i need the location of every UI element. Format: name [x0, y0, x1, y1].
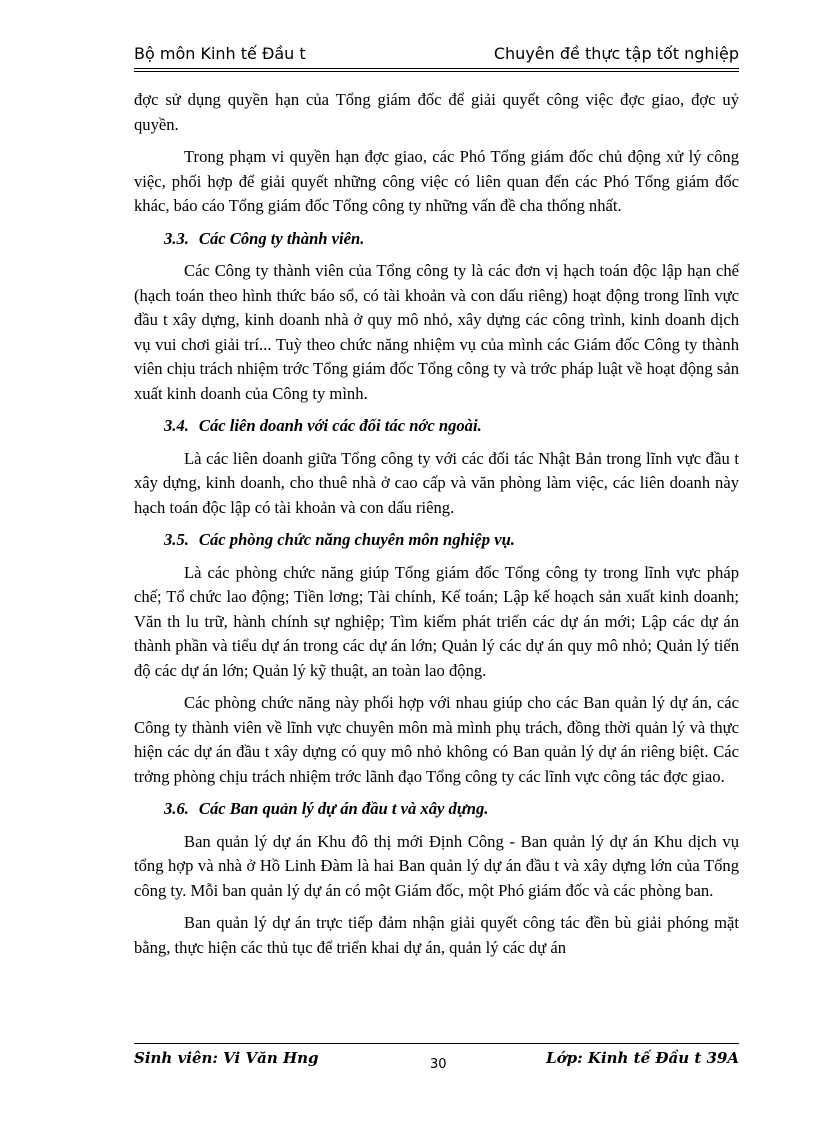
- section-heading-3-4: [164, 414, 739, 439]
- paragraph: Các phòng chức năng này phối hợp với nhau giúp cho các Ban quản lý dự án, các Công ty thành viên về lĩnh vực chuyên môn mà mình phụ trách, đồng thời quản lý và thực hiện các dự án đầu t xây dựng có quy mô nhỏ không có Ban quản lý dự án riêng biệt. Các trởng phòng chịu trách nhiệm trớc lãnh đạo Tổng công ty các lĩnh vực công tác đợc giao.: [134, 693, 739, 786]
- paragraph: Ban quản lý dự án Khu đô thị mới Định Công - Ban quản lý dự án Khu dịch vụ tổng hợp và nhà ở Hồ Linh Đàm là hai Ban quản lý dự án đầu t và xây dựng lớn của Tổng công ty. Mỗi ban quản lý dự án có một Giám đốc, một Phó giám đốc và các phòng ban.: [134, 831, 739, 900]
- footer-divider: [134, 1043, 739, 1044]
- header-divider: [134, 68, 739, 72]
- section-title: Các liên doanh với các đối tác nớc ngoài.: [198, 416, 482, 435]
- paragraph: đợc sử dụng quyền hạn của Tổng giám đốc để giải quyết công việc đợc giao, đợc uỷ quyền.: [134, 90, 739, 134]
- page-number: 30: [430, 1057, 447, 1072]
- paragraph: Ban quản lý dự án trực tiếp đảm nhận giải quyết công tác đền bù giải phóng mặt bằng, thực hiện các thủ tục để triển khai dự án, quản lý các dự án: [134, 913, 739, 957]
- section-title: Các Công ty thành viên.: [198, 228, 365, 248]
- section-number: 3.6.: [164, 799, 189, 818]
- header-title: Chuyên đề thực tập tốt nghiệp: [493, 44, 739, 63]
- header-department: Bộ môn Kinh tế Đầu t: [134, 44, 306, 63]
- paragraph: Trong phạm vi quyền hạn đợc giao, các Phó Tổng giám đốc chủ động xử lý công việc, phối hợp để giải quyết những công việc có liên quan đến các Phó Tổng giám đốc khác, báo cáo Tổng giám đốc Tổng công ty những vấn đề cha thống nhất.: [134, 147, 739, 215]
- section-number: 3.5.: [164, 530, 189, 549]
- section-heading-3-6: [164, 797, 739, 822]
- section-heading-3-5: [164, 528, 739, 553]
- footer-student: Sinh viên: Vi Văn Hng: [134, 1049, 319, 1067]
- section-number: 3.4.: [164, 416, 189, 435]
- paragraph: Là các liên doanh giữa Tổng công ty với các đối tác Nhật Bản trong lĩnh vực đầu t xây dựng, kinh doanh, cho thuê nhà ở cao cấp và văn phòng làm việc, các liên doanh này hạch toán độc lập có tài khoản và con dấu riêng.: [134, 448, 739, 517]
- footer-class: Lớp: Kinh tế Đầu t 39A: [546, 1049, 739, 1067]
- section-number: 3.3.: [164, 228, 189, 248]
- section-title: Các Ban quản lý dự án đầu t và xây dựng.: [198, 799, 489, 818]
- page-footer: [134, 1043, 739, 1083]
- section-heading-3-3: [164, 227, 739, 252]
- page-body: [134, 88, 739, 968]
- paragraph: Các Công ty thành viên của Tổng công ty là các đơn vị hạch toán độc lập hạn chế (hạch toán theo hình thức báo sổ, có tài khoản và con dấu riêng) hoạt động trong lĩnh vực đầu t xây dựng, kinh doanh nhà ở quy mô nhỏ, xây dựng các công trình, kinh doanh dịch vụ vui chơi giải trí... Tuỳ theo chức năng nhiệm vụ của mình các Giám đốc Công ty thành viên chịu trách nhiệm trớc Tổng giám đốc Tổng công ty và trớc pháp luật về hoạt động sản xuất kinh doanh của Công ty mình.: [134, 261, 739, 403]
- paragraph: Là các phòng chức năng giúp Tổng giám đốc Tổng công ty trong lĩnh vực pháp chế; Tổ chức lao động; Tiền lơng; Tài chính, Kế toán; Lập kế hoạch sản xuất kinh doanh; Văn th lu trữ, hành chính sự nghiệp; Tìm kiếm phát triển các dự án mới; Lập các dự án thành phần và tiểu dự án trong các dự án lớn; Quản lý các dự án quy mô nhỏ; Quản lý tiến độ các dự án lớn; Quản lý kỹ thuật, an toàn lao động.: [134, 562, 739, 680]
- page-header: [134, 42, 739, 72]
- section-title: Các phòng chức năng chuyên môn nghiệp vụ.: [198, 530, 515, 549]
